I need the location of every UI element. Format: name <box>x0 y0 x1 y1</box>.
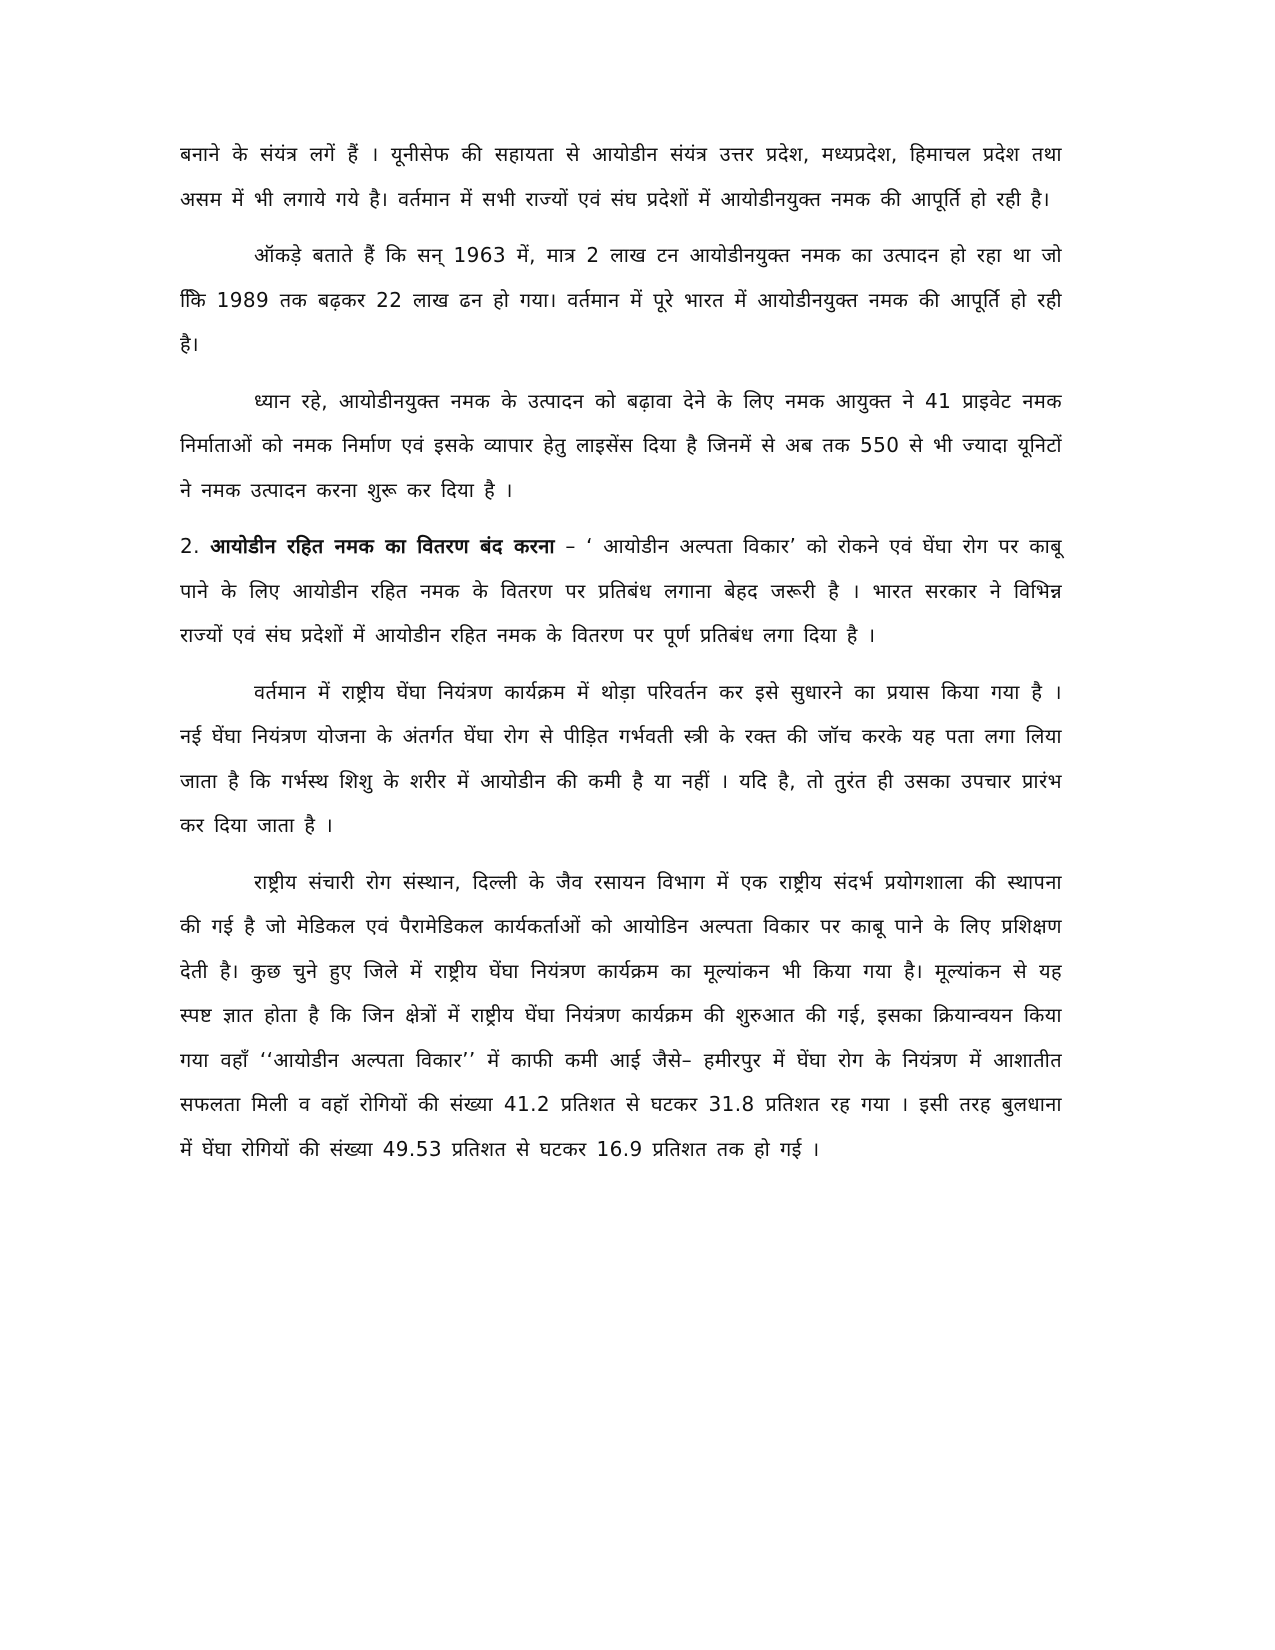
paragraph-section-2 <box>180 524 1062 658</box>
paragraph-salt-commissioner-licenses: ध्यान रहे, आयोडीनयुक्त नमक के उत्पादन को बढ़ावा देने के लिए नमक आयुक्त ने 41 प्राइवेट नमक निर्माताओं को नमक निर्माण एवं इसके व्यापार हेतु लाइसेंस दिया है जिनमें से अब तक 550 से भी ज्यादा यूनिटों ने नमक उत्पादन करना शुरू कर दिया है । <box>180 388 1062 502</box>
paragraph-production-statistics: ऑकड़े बताते हैं कि सन् 1963 में, मात्र 2 लाख टन आयोडीनयुक्त नमक का उत्पादन हो रहा था जो किि 1989 तक बढ़कर 22 लाख ढन हो गया। वर्तमान में पूरे भारत में आयोडीनयुक्त नमक की आपूर्ति हो रही है। <box>180 243 1062 356</box>
paragraph-goitre-control-programme: वर्तमान में राष्ट्रीय घेंघा नियंत्रण कार्यक्रम में थोड़ा परिवर्तन कर इसे सुधारने का प्रयास किया गया है । नई घेंघा नियंत्रण योजना के अंतर्गत घेंघा रोग से पीड़ित गर्भवती स्त्री के रक्त की जॉच करके यह पता लगा लिया जाता है कि गर्भस्थ शिशु के शरीर में आयोडीन की कमी है या नहीं । यदि है, तो तुरंत ही उसका उपचार प्रारंभ कर दिया जाता है । <box>180 679 1062 837</box>
section-body-text: – ‘ आयोडीन अल्पता विकार’ को रोकने एवं घेंघा रोग पर काबू पाने के लिए आयोडीन रहित नमक के वितरण पर प्रतिबंध लगाना बेहद जरूरी है । भारत सरकार ने विभिन्न राज्यों एवं संघ प्रदेशों में आयोडीन रहित नमक के वितरण पर पूर्ण प्रतिबंध लगा दिया है । <box>180 534 1062 647</box>
section-heading: आयोडीन रहित नमक का वितरण बंद करना <box>210 534 555 558</box>
section-number: 2. <box>180 534 200 558</box>
paragraph-reference-laboratory: राष्ट्रीय संचारी रोग संस्थान, दिल्ली के जैव रसायन विभाग में एक राष्ट्रीय संदर्भ प्रयोगशाला की स्थापना की गई है जो मेडिकल एवं पैरामेडिकल कार्यकर्ताओं को आयोडिन अल्पता विकार पर काबू पाने के लिए प्रशिक्षण देती है। कुछ चुने हुए जिले में राष्ट्रीय घेंघा नियंत्रण कार्यक्रम का मूल्यांकन भी किया गया है। मूल्यांकन से यह स्पष्ट ज्ञात होता है कि जिन क्षेत्रों में राष्ट्रीय घेंघा नियंत्रण कार्यक्रम की शुरुआत की गई, इसका क्रियान्वयन किया गया वहॉं ‘‘आयोडीन अल्पता विकार’’ में काफी कमी आई जैसे– हमीरपुर में घेंघा रोग के नियंत्रण में आशातीत सफलता मिली व वहॉ रोगियों की संख्या 41.2 प्रतिशत से घटकर 31.8 प्रतिशत रह गया । इसी तरह बुलधाना में घेंघा रोगियों की संख्या 49.53 प्रतिशत से घटकर 16.9 प्रतिशत तक हो गई । <box>180 869 1062 1161</box>
paragraph-iodine-plants: बनाने के संयंत्र लगें हैं । यूनीसेफ की सहायता से आयोडीन संयंत्र उत्तर प्रदेश, मध्यप्रदेश, हिमाचल प्रदेश तथा असम में भी लगाये गये है। वर्तमान में सभी राज्यों एवं संघ प्रदेशों में आयोडीनयुक्त नमक की आपूर्ति हो रही है। <box>180 142 1062 211</box>
page-body <box>180 132 1062 1183</box>
